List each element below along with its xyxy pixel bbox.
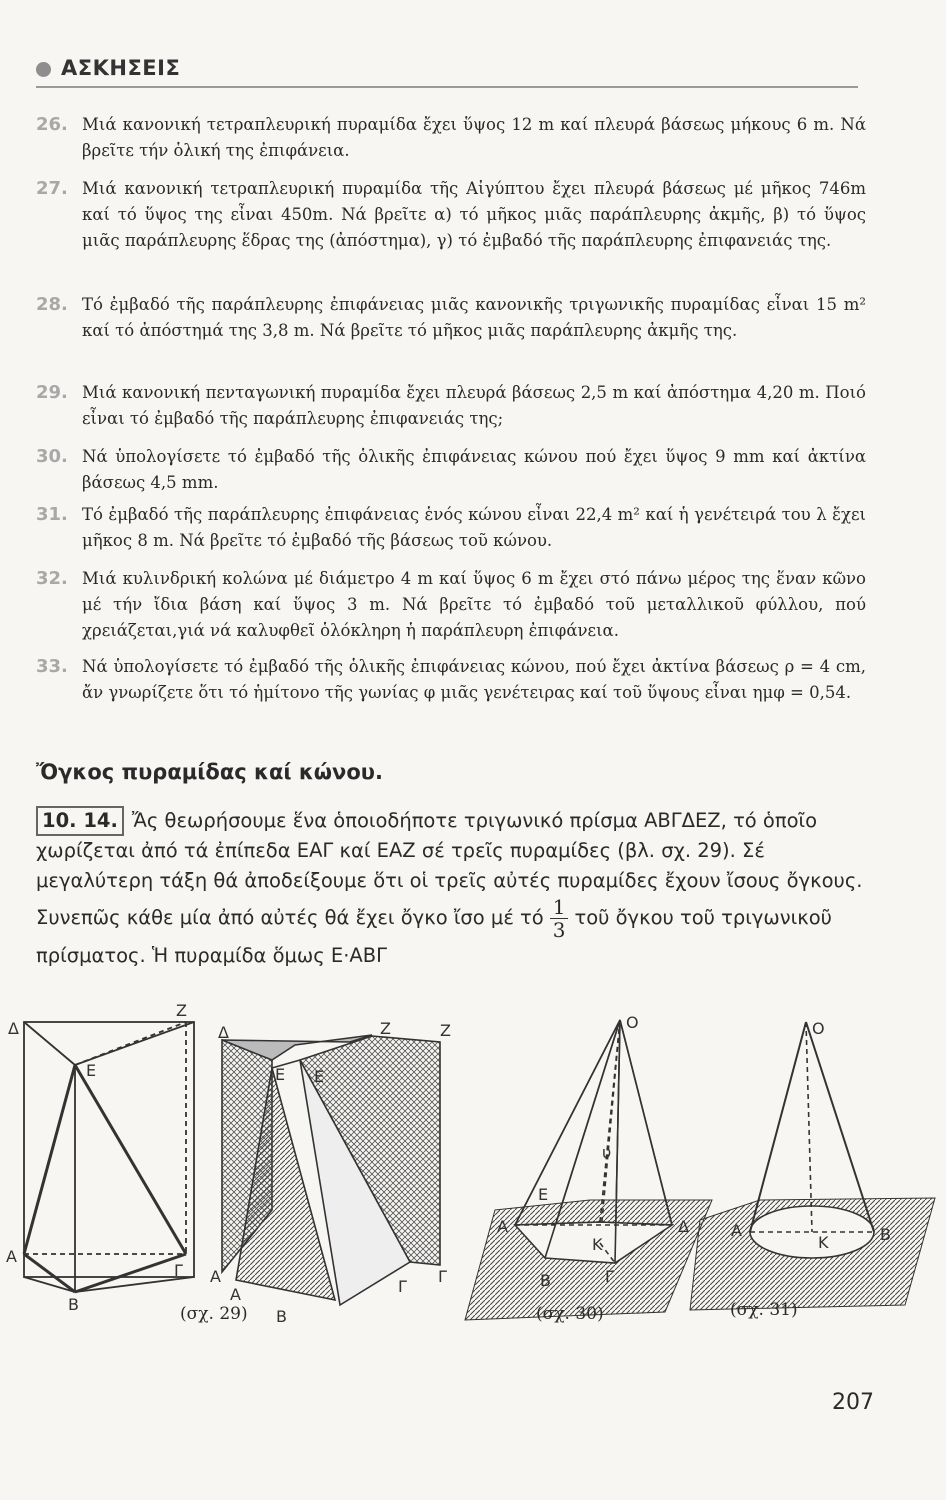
label-a: A: [731, 1221, 742, 1240]
label-z: Z: [176, 1001, 187, 1020]
exercise-number: 26.: [36, 114, 68, 135]
page-number: 207: [832, 1390, 874, 1415]
exercise-text: Τό ἐμβαδό τῆς παράπλευρης ἐπιφάνειας ἑνός κώνου εἶναι 22,4 m² καί ἡ γενέτειρά του λ ἔχει μῆκος 8 m. Νά βρεῖτε τό ἐμβαδό τῆς βάσεως τοῦ κώνου.: [82, 505, 866, 550]
section-title: Ὄγκος πυραμίδας καί κώνου.: [36, 760, 383, 784]
header-rule: [36, 86, 858, 88]
exercise-number: 28.: [36, 294, 68, 315]
label-o: O: [626, 1013, 639, 1032]
figures-area: [0, 1000, 946, 1330]
paragraph-text-after: τοῦ ὄγκου τοῦ τριγωνικοῦ πρίσματος. Ἡ πυραμίδα ὅμως Ε·ΑΒΓ: [36, 906, 832, 967]
pyramid-diagram: [465, 1020, 712, 1320]
label-gamma: Γ: [174, 1261, 183, 1280]
exercise-text: Μιά κυλινδρική κολώνα μέ διάμετρο 4 m καί ὕψος 6 m ἔχει στό πάνω μέρος της ἕναν κῶνο μέ τήν ἴδια βάση καί ὕψος 3 m. Νά βρεῖτε τό ἐμβαδό τοῦ μεταλλικοῦ φύλλου, πού χρειάζεται,γιά νά καλυφθεῖ ὁλόκληρη ἡ παράπλευρη ἐπιφάνεια.: [82, 569, 866, 640]
paragraph-text: Ἄς θεωρήσουμε ἕνα ὁποιοδήποτε τριγωνικό πρίσμα ΑΒΓΔΕΖ, τό ὁποῖο χωρίζεται ἀπό τά ἐπίπεδα ΕΑΓ καί ΕΑΖ σέ τρεῖς πυραμίδες (βλ. σχ. 29). Σέ μεγαλύτερη τάξη θά ἀποδείξουμε ὅτι οἱ τρεῖς αὐτές πυραμίδες ἔχουν ἴσους ὄγκους. Συνεπῶς κάθε μία ἀπό αὐτές θά ἔχει ὄγκο ἴσο μέ τό: [36, 809, 863, 929]
fraction-denominator: 3: [552, 918, 566, 942]
label-a: A: [497, 1217, 508, 1236]
label-a: A: [210, 1267, 221, 1286]
label-b: B: [68, 1295, 79, 1314]
label-delta: Δ: [218, 1023, 229, 1042]
label-gamma: Γ: [438, 1267, 447, 1286]
label-e: E: [275, 1065, 286, 1084]
exercise-text: Νά ὑπολογίσετε τό ἐμβαδό τῆς ὁλικῆς ἐπιφάνειας κώνου, πού ἔχει ἀκτίνα βάσεως ρ = 4 cm, ἄν γνωρίζετε ὅτι τό ἡμίτονο τῆς γωνίας φ μιᾶς γενέτειρας καί τοῦ ὕψους εἶναι ημφ = 0,54.: [82, 657, 866, 702]
label-e: E: [314, 1067, 325, 1086]
figure-caption-31: (σχ. 31): [730, 1300, 798, 1320]
fraction-numerator: 1: [550, 896, 569, 919]
main-paragraph: [36, 806, 866, 971]
label-o: O: [812, 1019, 825, 1038]
label-delta: Δ: [678, 1217, 689, 1236]
exercise-number: 29.: [36, 382, 68, 403]
section-header: [36, 56, 858, 90]
exercise-text: Μιά κανονική τετραπλευρική πυραμίδα τῆς Αἰγύπτου ἔχει πλευρά βάσεως μέ μῆκος 746m καί τό ὕψος της εἶναι 450m. Νά βρεῖτε α) τό μῆκος μιᾶς παράπλευρης ἀκμῆς, β) τό ὕψος μιᾶς παράπλευρης ἕδρας της (ἀπόστημα), γ) τό ἐμβαδό τῆς παράπλευρης ἐπιφανειάς της.: [82, 179, 866, 250]
figures-svg: [0, 1000, 946, 1330]
decomposed-pyramids-diagram: [222, 1035, 440, 1305]
exercise-text: Τό ἐμβαδό τῆς παράπλευρης ἐπιφάνειας μιᾶς κανονικῆς τριγωνικῆς πυραμίδας εἶναι 15 m² καί τό ἀπόστημά της 3,8 m. Νά βρεῖτε τό μῆκος μιᾶς παράπλευρης ἀκμῆς της.: [82, 295, 866, 340]
prism-labels: [6, 1001, 187, 1314]
exercise-number: 27.: [36, 178, 68, 199]
exercise-text: Μιά κανονική τετραπλευρική πυραμίδα ἔχει ὕψος 12 m καί πλευρά βάσεως μήκους 6 m. Νά βρεῖτε τήν ὁλική της ἐπιφάνεια.: [82, 115, 866, 160]
label-z: Z: [440, 1021, 451, 1040]
cone-diagram: [690, 1022, 935, 1310]
prism-diagram: [24, 1022, 194, 1292]
label-b: B: [540, 1271, 551, 1290]
label-e: E: [538, 1185, 549, 1204]
exercise-number: 30.: [36, 446, 68, 467]
label-a: A: [6, 1247, 17, 1266]
label-k: K: [592, 1235, 603, 1254]
label-e: E: [86, 1061, 97, 1080]
exercise-text: Μιά κανονική πενταγωνική πυραμίδα ἔχει πλευρά βάσεως 2,5 m καί ἀπόστημα 4,20 m. Ποιό εἶναι τό ἐμβαδό τῆς παράπλευρης ἐπιφανειάς της;: [82, 383, 866, 428]
label-k: K: [818, 1233, 829, 1252]
label-upsilon: υ: [602, 1143, 612, 1162]
label-z: Z: [380, 1019, 391, 1038]
figure-caption-29: (σχ. 29): [180, 1304, 248, 1324]
label-a: A: [230, 1285, 241, 1304]
label-b: B: [880, 1225, 891, 1244]
figure-caption-30: (σχ. 30): [536, 1304, 604, 1324]
bullet-dot: [36, 62, 51, 77]
paragraph-number-box: 10. 14.: [36, 806, 124, 836]
label-gamma: Γ: [605, 1267, 614, 1286]
exercise-number: 31.: [36, 504, 68, 525]
exercise-text: Νά ὑπολογίσετε τό ἐμβαδό τῆς ὁλικῆς ἐπιφάνειας κώνου πού ἔχει ὕψος 9 mm καί ἀκτίνα βάσεως 4,5 mm.: [82, 447, 866, 492]
fraction: [550, 896, 569, 941]
exercise-number: 33.: [36, 656, 68, 677]
label-delta: Δ: [8, 1019, 19, 1038]
label-b: B: [276, 1307, 287, 1326]
header-title: ΑΣΚΗΣΕΙΣ: [61, 56, 181, 80]
exercise-number: 32.: [36, 568, 68, 589]
label-gamma: Γ: [398, 1277, 407, 1296]
